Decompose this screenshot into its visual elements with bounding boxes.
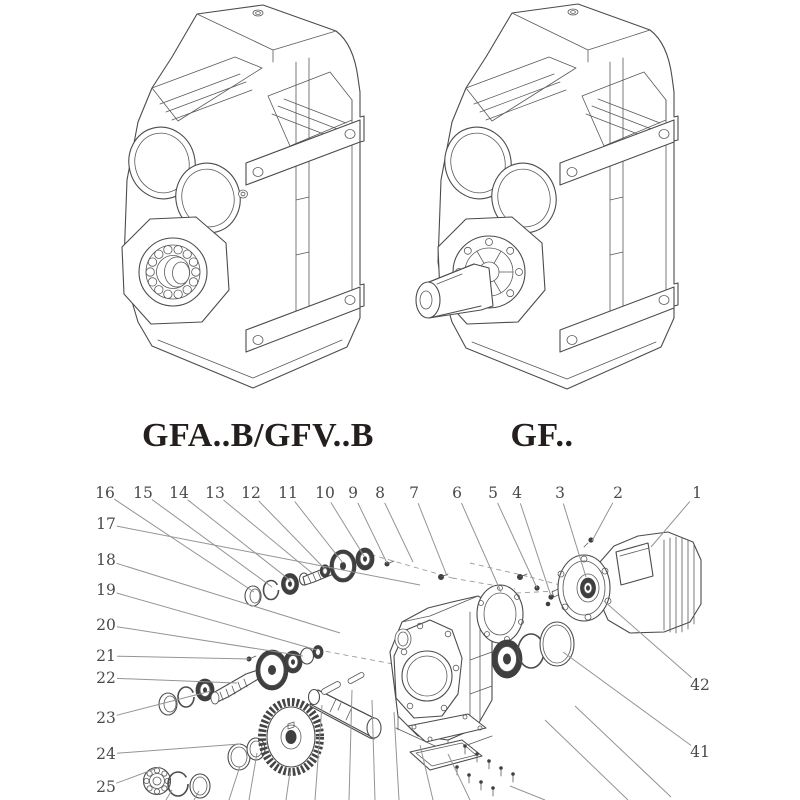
- callout-number-7: 7: [409, 484, 419, 502]
- motor-bolt: [584, 537, 594, 547]
- callout-leader-8: [385, 503, 413, 562]
- large-seal-ring: [540, 622, 574, 666]
- callout-leader-22: [117, 678, 237, 683]
- input-gear: [330, 550, 356, 582]
- callout-leader-19: [117, 593, 317, 650]
- callout-number-17: 17: [96, 515, 116, 533]
- callout-number-20: 20: [96, 616, 116, 634]
- callout-leader-6: [462, 503, 502, 592]
- output-gear: [262, 702, 320, 772]
- bottom-strap: [560, 287, 674, 352]
- callout-number-4: 4: [512, 484, 522, 502]
- callout-leader-10: [331, 502, 364, 556]
- callout-number-21: 21: [96, 647, 116, 665]
- callout-number-2: 2: [613, 484, 623, 502]
- output-shaft: [416, 264, 493, 318]
- callout-leader-5: [498, 503, 537, 588]
- key: [348, 673, 364, 684]
- motor: [558, 532, 701, 633]
- bottom-strap: [246, 287, 360, 352]
- callout-number-12: 12: [241, 484, 261, 502]
- callout-leader-21: [117, 656, 249, 659]
- callout-number-10: 10: [315, 484, 335, 502]
- hollow-shaft-bearing: [122, 217, 229, 324]
- callout-number-22: 22: [96, 669, 116, 687]
- callout-leader-41: [563, 652, 691, 746]
- callout-leader-12: [259, 501, 325, 569]
- callout-leader-14: [188, 500, 291, 581]
- callout-leader-7: [418, 503, 447, 576]
- callout-number-16: 16: [95, 484, 115, 502]
- callout-number-14: 14: [169, 484, 189, 502]
- key: [322, 682, 341, 695]
- callout-number-8: 8: [375, 484, 385, 502]
- callout-number-24: 24: [96, 745, 116, 763]
- gearbox-left-drawing: [121, 5, 364, 388]
- motor-flange: [558, 555, 611, 621]
- callout-leader-4: [520, 503, 551, 596]
- mounting-rail: [296, 58, 352, 330]
- mounting-rail: [610, 58, 666, 330]
- callout-number-6: 6: [452, 484, 462, 502]
- exploded-view: [144, 532, 702, 800]
- callout-leader-15: [152, 500, 272, 588]
- callout-number-5: 5: [488, 484, 498, 502]
- callout-leader-24: [117, 744, 240, 753]
- intermediate-gear: [256, 650, 288, 690]
- input-shaft-parts: [245, 548, 394, 606]
- oil-seal: [190, 774, 210, 798]
- callout-leader-2: [592, 503, 613, 541]
- vent-plug: [568, 9, 578, 15]
- callout-number-1: 1: [692, 484, 702, 502]
- callout-number-18: 18: [96, 551, 116, 569]
- bearing: [356, 548, 374, 570]
- output-bearing: [492, 640, 522, 678]
- end-cap: [245, 586, 261, 606]
- vent-plug: [253, 10, 263, 16]
- top-strap: [560, 120, 674, 185]
- callout-number-25: 25: [96, 778, 116, 796]
- bearing: [282, 574, 299, 595]
- top-strap: [246, 120, 360, 185]
- callout-number-15: 15: [133, 484, 153, 502]
- gearbox-right-drawing: [416, 4, 678, 389]
- cover-flange-ring: [477, 585, 524, 643]
- spacer-ring: [313, 646, 323, 659]
- motor-body: [600, 532, 701, 633]
- callout-number-23: 23: [96, 709, 116, 727]
- callout-leader-20: [117, 627, 303, 656]
- splined-shaft: [211, 670, 260, 704]
- callout-number-19: 19: [96, 581, 116, 599]
- callout-number-9: 9: [348, 484, 358, 502]
- oil-pan: [410, 740, 482, 770]
- callout-number-42: 42: [690, 676, 710, 694]
- callout-number-41: 41: [690, 743, 710, 761]
- callout-number-11: 11: [278, 484, 298, 502]
- callout-leader-16: [114, 499, 254, 592]
- model-label-right: GF..: [510, 417, 574, 454]
- callout-number-3: 3: [555, 484, 565, 502]
- model-label-left: GFA..B/GFV..B: [142, 417, 374, 454]
- callout-leader-13: [224, 500, 313, 573]
- callout-number-13: 13: [205, 484, 225, 502]
- snap-ring: [264, 581, 279, 600]
